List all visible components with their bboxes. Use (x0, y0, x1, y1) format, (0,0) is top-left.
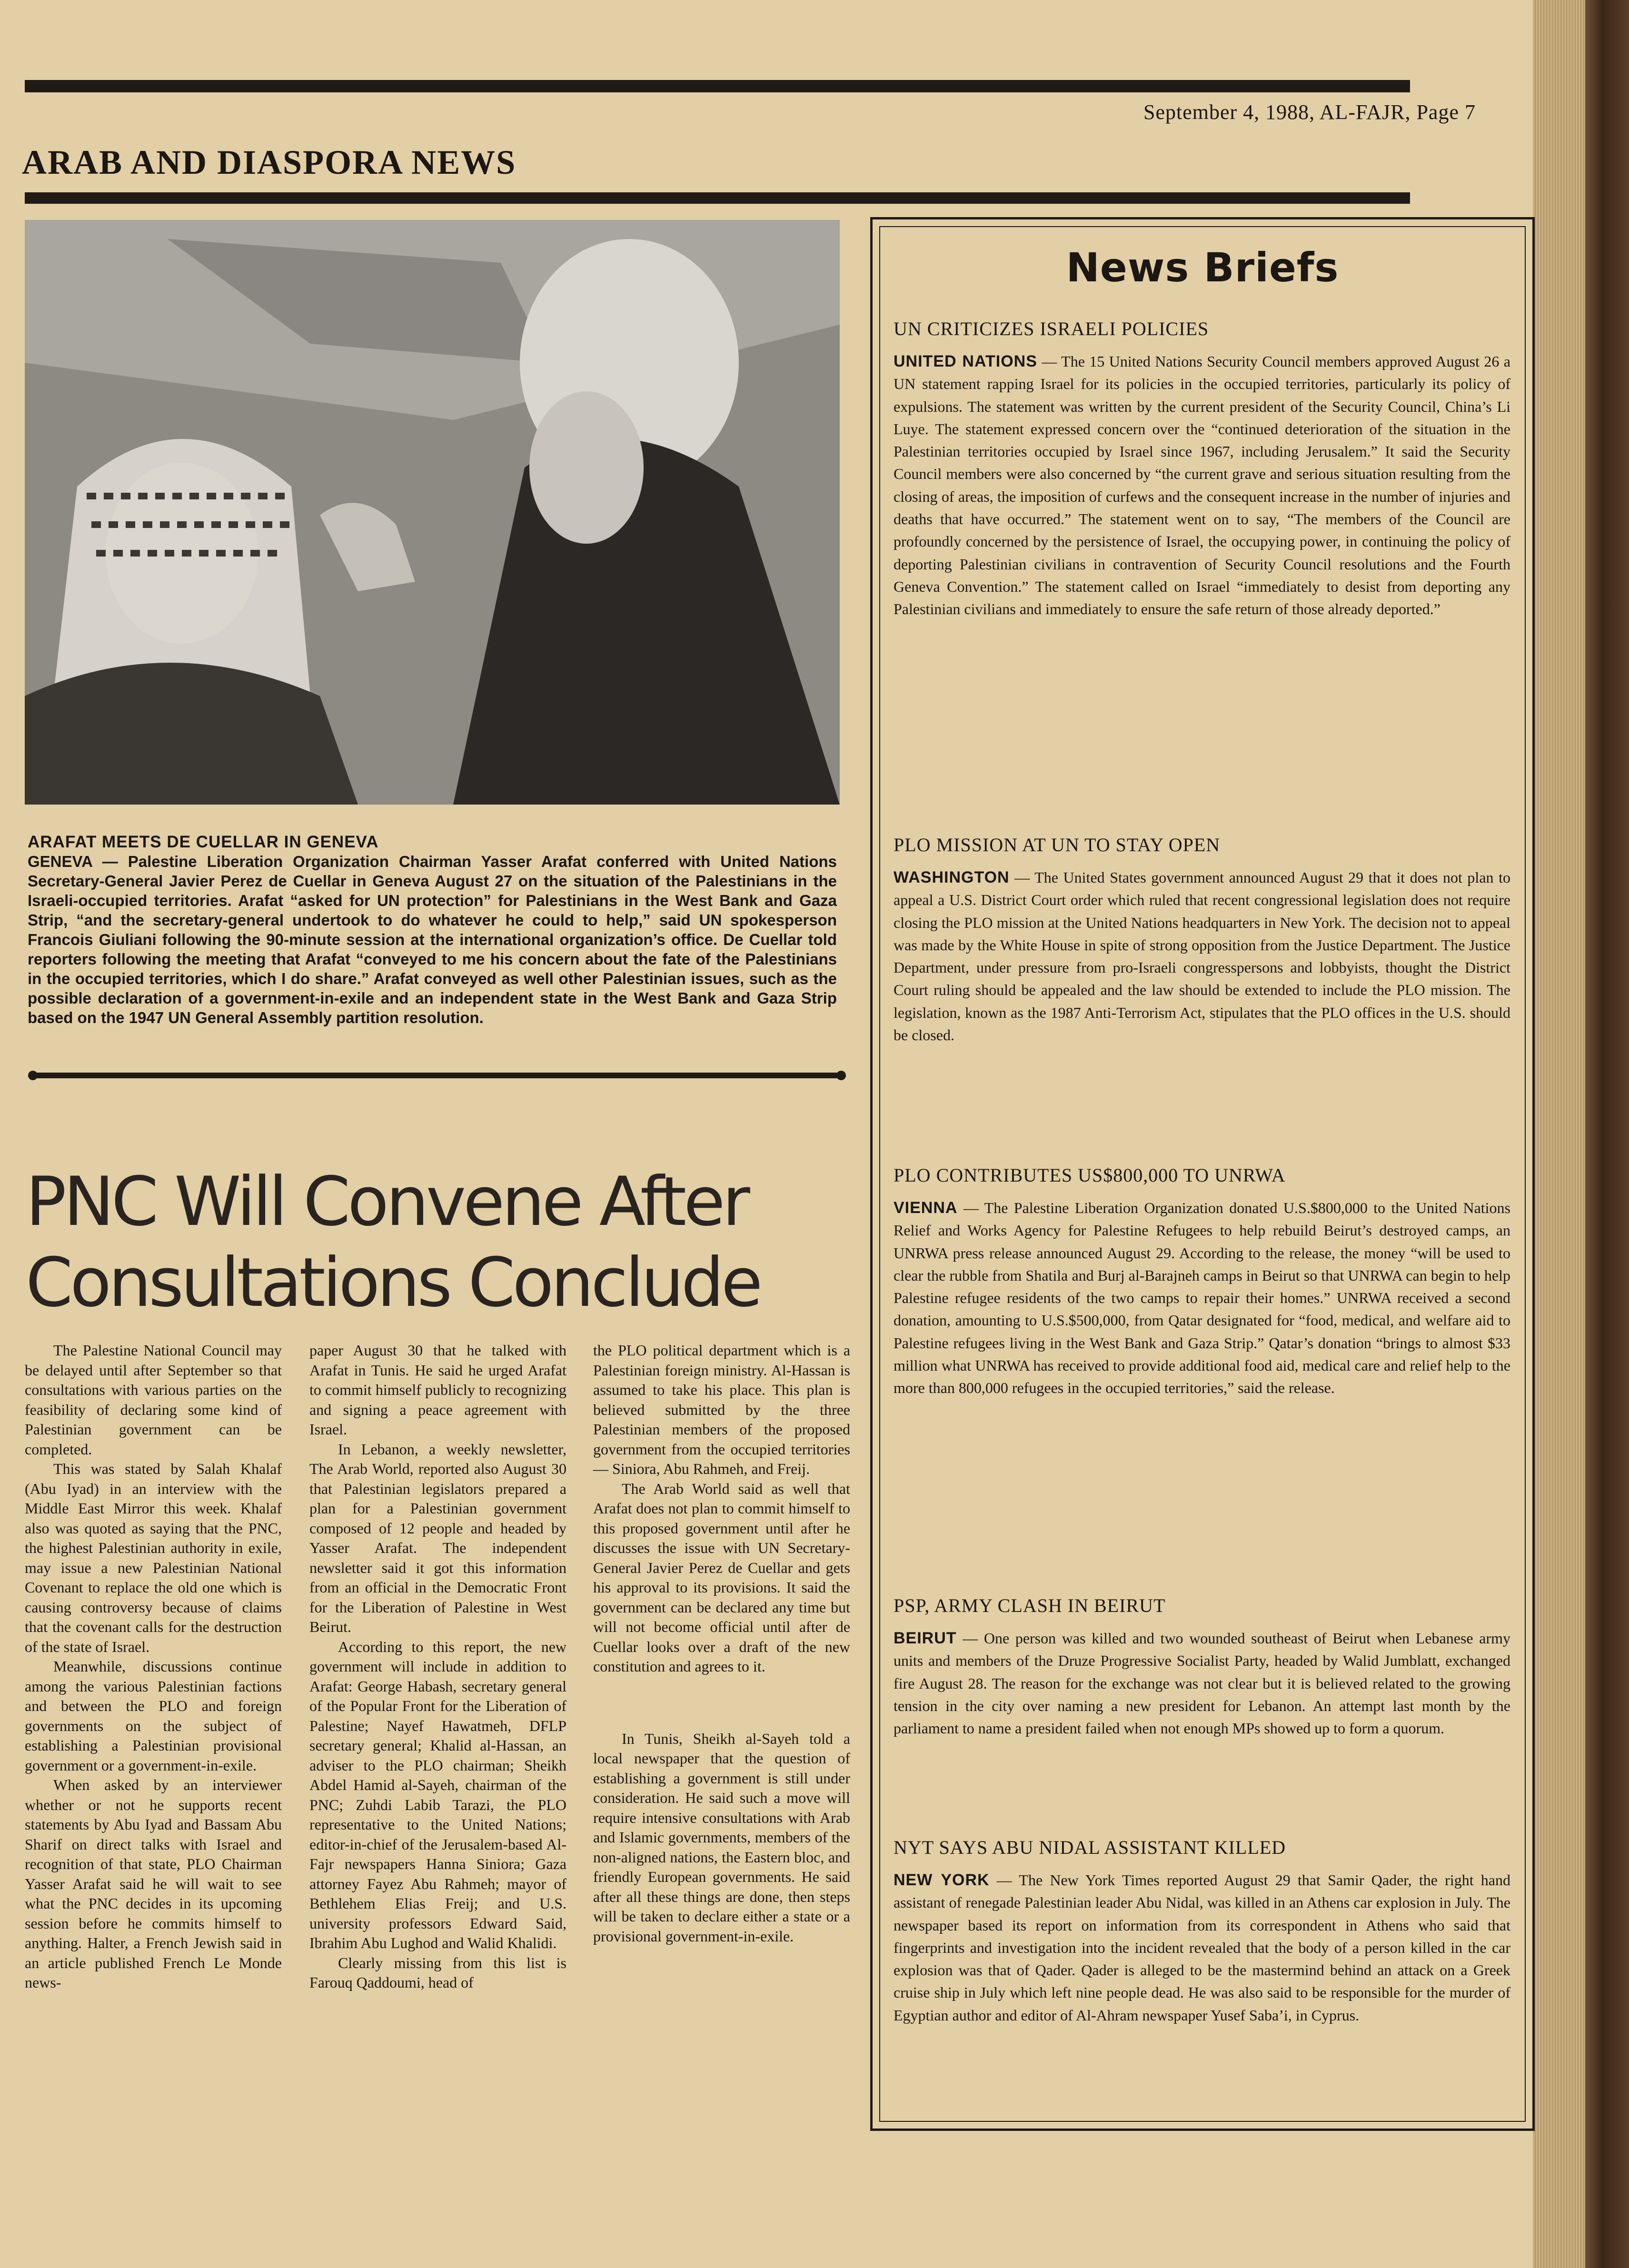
article-column-1 (25, 1341, 282, 1993)
headline-line-2: Consultations Conclude (26, 1243, 760, 1322)
paragraph: Meanwhile, discussions continue among the various Palestinian factions and between the PLO and foreign governments on the subject of establishing a Palestinian provisional government or a government-in-exile. (25, 1658, 282, 1774)
brief-dateline: VIENNA (894, 1199, 958, 1217)
brief-dateline: BEIRUT (894, 1629, 957, 1647)
brief-dateline: NEW YORK (894, 1871, 990, 1889)
brief-item (894, 834, 1510, 1046)
brief-dateline: UNITED NATIONS (894, 352, 1037, 370)
brief-heading: PLO MISSION AT UN TO STAY OPEN (894, 834, 1221, 855)
brief-body: UNITED NATIONS — The 15 United Nations Security Council members approved August 26 a UN statement rapping Israel for its policies in the occupied territories, particularly its policy of expulsions. The statement was written by the current president of the Security Council, China’s Li Luye. The statement expressed concern over the “continued deterioration of the situation in the Palestinian territories occupied by Israel since 1967, including Jerusalem.” It said the Security Council members were also concerned by “the current grave and serious situation resulting from the closing of areas, the imposition of curfews and the consequent increase in the number of injuries and deaths that have occurred.” The statement went on to say, “The members of the Council are profoundly concerned by the persistence of Israel, the occupying power, in continuing the policy of deporting Palestinian civilians in contravention of Security Council resolutions and the Fourth Geneva Convention.” The statement called on Israel “immediately to desist from deporting any Palestinian civilians and immediately to ensure the safe return of those already deported.” (894, 352, 1510, 618)
brief-text: One person was killed and two wounded southeast of Beirut when Lebanese army units and members of the Druze Progressive Socialist Party, headed by Walid Jumblatt, exchanged fire August 28. The reason for the exchange was not clear but it is believed related to the growing tension in the city over naming a new president for Lebanon. An attempt last month by the parliament to name a president failed when not enough MPs showed up to form a quorum. (894, 1630, 1511, 1737)
brief-text: The 15 United Nations Security Council members approved August 26 a UN statement rapping Israel for its policies in the occupied territories, particularly its policy of expulsions. The statement was written by the current president of the Security Council, China’s Li Luye. The statement expressed concern over the “continued deterioration of the situation in the Palestinian territories occupied by Israel since 1967, including Jerusalem.” It said the Security Council members were also concerned by “the current grave and serious situation resulting from the closing of areas, the imposition of curfews and the consequent increase in the number of injuries and deaths that have occurred.” The statement went on to say, “The members of the Council are profoundly concerned by the persistence of Israel, the occupying power, in continuing the policy of deporting Palestinian civilians in contravention of Security Council resolutions and the Fourth Geneva Convention.” The statement called on Israel “immediately to desist from deporting any Palestinian civilians and immediately to ensure the safe return of those already deported.” (894, 353, 1510, 618)
section-title: ARAB AND DIASPORA NEWS (22, 143, 517, 181)
paragraph: In Tunis, Sheikh al-Sayeh told a local newspaper that the question of establishing a government is still under consideration. He said such a move will require intensive consultations with Arab and Islamic governments, members of the non-aligned nations, the Eastern bloc, and friendly European governments. He said after all these things are done, then steps will be taken to declare either a state or a provisional government-in-exile. (593, 1730, 850, 1945)
page-edges (1533, 0, 1585, 2268)
brief-text: The New York Times reported August 29 that Samir Qader, the right hand assistant of renegade Palestinian leader Abu Nidal, was killed in an Athens car explosion in July. The newspaper based its report on information from its correspondent in Athens who said that fingerprints and investigation into the incident revealed that the body of a person killed in the car explosion was that of Qader. Qader is alleged to be the mastermind behind an attack on a Greek cruise ship in July which left nine people dead. He was also said to be responsible for the murder of Egyptian author and editor of Al-Ahram newspaper Yusef Saba’i, in Cyprus. (894, 1871, 1511, 2024)
brief-body: NEW YORK — The New York Times reported August 29 that Samir Qader, the right hand assistant of renegade Palestinian leader Abu Nidal, was killed in an Athens car explosion in July. The newspaper based its report on information from its correspondent in Athens who said that fingerprints and investigation into the incident revealed that the body of a person killed in the car explosion was that of Qader. Qader is alleged to be the mastermind behind an attack on a Greek cruise ship in July which left nine people dead. He was also said to be responsible for the murder of Egyptian author and editor of Al-Ahram newspaper Yusef Saba’i, in Cyprus. (894, 1871, 1511, 2024)
brief-item (894, 1594, 1510, 1740)
brief-heading: NYT SAYS ABU NIDAL ASSISTANT KILLED (894, 1837, 1286, 1858)
photo-illustration (25, 220, 840, 805)
paragraph: The Arab World said as well that Arafat does not plan to commit himself to this proposed government until after he discusses the issue with UN Secretary-General Javier Perez de Cuellar and gets his approval to its provisions. It said the government can be declared any time but will not become official until after de Cuellar looks over a draft of the new constitution and agrees to it. (593, 1480, 850, 1675)
brief-body: BEIRUT — One person was killed and two wounded southeast of Beirut when Lebanese army units and members of the Druze Progressive Socialist Party, headed by Walid Jumblatt, exchanged fire August 28. The reason for the exchange was not clear but it is believed related to the growing tension in the city over naming a new president for Lebanon. An attempt last month by the parliament to name a president failed when not enough MPs showed up to form a quorum. (894, 1629, 1511, 1737)
news-briefs-title: News Briefs (1066, 244, 1339, 291)
brief-heading: PLO CONTRIBUTES US$800,000 TO UNRWA (894, 1164, 1286, 1186)
decorative-rule (28, 1070, 846, 1081)
brief-item (894, 1164, 1510, 1400)
top-rule (25, 80, 1410, 92)
caption-body: GENEVA — Palestine Liberation Organization Chairman Yasser Arafat conferred with United Nations Secretary-General Javier Perez de Cuellar in Geneva August 27 on the situation of the Palestinians in the Israeli-occupied territories. Arafat “asked for UN protection” for Palestinians in the West Bank and Gaza Strip, “and the secretary-general undertook to do whatever he could to help,” said UN spokesperson Francois Giuliani following the 90-minute session at the international organization’s office. De Cuellar told reporters following the meeting that Arafat “conveyed to me his concern about the fate of the Palestinians in the occupied territories, which I do share.” Arafat conveyed as well other Palestinian issues, such as the possible declaration of a government-in-exile and an independent state in the West Bank and Gaza Strip based on the 1947 UN General Assembly partition resolution. (28, 853, 837, 1026)
paragraph: In Lebanon, a weekly newsletter, The Arab World, reported also August 30 that Palestinian legislators prepared a plan for a Palestinian government composed of 12 people and headed by Yasser Arafat. The independent newsletter said it got this information from an official in the Democratic Front for the Liberation of Palestine in West Beirut. (309, 1440, 566, 1635)
brief-text: The Palestine Liberation Organization donated U.S.$800,000 to the United Nations Relief and Works Agency for Palestine Refugees to help rebuild Beirut’s destroyed camps, an UNRWA press release announced August 29. According to the release, the money “will be used to clear the rubble from Shatila and Burj al-Barajneh camps in Beirut so that UNRWA can begin to help Palestine refugee residents of the two camps to repair their homes.” UNRWA received a second donation, amounting to U.S.$500,000, from Qatar designated for “food, medical, and welfare aid to Palestine refugees living in the West Bank and Gaza Strip.” Qatar’s donation “brings to almost $33 million what UNRWA has received to provide additional food aid, medical care and relief help to the more than 800,000 refugees in the occupied territories,” said the release. (894, 1199, 1511, 1397)
headline-line-1: PNC Will Convene After (26, 1163, 747, 1241)
brief-item (894, 1836, 1510, 2027)
section-rule (25, 192, 1410, 204)
paragraph: The Palestine National Council may be delayed until after September so that consultations with various parties on the feasibility of declaring some kind of Palestinian government can be completed. (25, 1342, 282, 1458)
brief-body: VIENNA — The Palestine Liberation Organization donated U.S.$800,000 to the United Nations Relief and Works Agency for Palestine Refugees to help rebuild Beirut’s destroyed camps, an UNRWA press release announced August 29. According to the release, the money “will be used to clear the rubble from Shatila and Burj al-Barajneh camps in Beirut so that UNRWA can begin to help Palestine refugee residents of the two camps to repair their homes.” UNRWA received a second donation, amounting to U.S.$500,000, from Qatar designated for “food, medical, and welfare aid to Palestine refugees living in the West Bank and Gaza Strip.” Qatar’s donation “brings to almost $33 million what UNRWA has received to provide additional food aid, medical care and relief help to the more than 800,000 refugees in the occupied territories,” said the release. (894, 1199, 1511, 1397)
paragraph: paper August 30 that he talked with Arafat in Tunis. He said he urged Arafat to commit himself publicly to recognizing and signing a peace agreement with Israel. (309, 1342, 566, 1438)
paragraph: According to this report, the new government will include in addition to Arafat: George Habash, secretary general of the Popular Front for the Liberation of Palestine; Nayef Hawatmeh, DFLP secretary general; Khalid al-Hassan, an adviser to the PLO chairman; Sheikh Abdel Hamid al-Sayeh, chairman of the PNC; Zuhdi Labib Tarazi, the PLO representative to the United Nations; editor-in-chief of the Jerusalem-based Al-Fajr newspapers Hanna Siniora; Gaza attorney Fayez Abu Rahmeh; mayor of Bethlehem Elias Freij; and U.S. university professors Edward Said, Ibrahim Abu Lughod and Walid Khalidi. (309, 1638, 566, 1951)
caption-text: Palestine Liberation Organization Chairman Yasser Arafat conferred with United Nations Secretary-General Javier Perez de Cuellar in Geneva August 27 on the situation of the Palestinians in the Israeli-occupied territories. Arafat “asked for UN protection” for Palestinians in the West Bank and Gaza Strip, “and the secretary-general undertook to do whatever he could to help,” said UN spokesperson Francois Giuliani following the 90-minute session at the international organization’s office. De Cuellar told reporters following the meeting that Arafat “conveyed to me his concern about the fate of the Palestinians in the occupied territories, which I do share.” Arafat conveyed as well other Palestinian issues, such as the possible declaration of a government-in-exile and an independent state in the West Bank and Gaza Strip based on the 1947 UN General Assembly partition resolution. (28, 853, 837, 1026)
caption-title: ARAFAT MEETS DE CUELLAR IN GENEVA (28, 833, 379, 851)
caption-dateline: GENEVA (28, 853, 92, 870)
article-headline (26, 1162, 835, 1323)
book-binding (1585, 0, 1629, 2268)
paragraph: When asked by an interviewer whether or not he supports recent statements by Abu Iyad and Bassam Abu Sharif on direct talks with Israel and recognition of that state, PLO Chairman Yasser Arafat said he will wait to see what the PNC decides in its upcoming session before he commits himself to anything. Halter, a French Jewish said in an article published French Le Monde news- (25, 1776, 282, 1991)
article-column-3 (593, 1341, 850, 1946)
photo-caption (28, 832, 837, 1027)
brief-text: The United States government announced August 29 that it does not plan to appeal a U.S. District Court order which ruled that recent congressional legislation does not require closing the PLO mission at the United Nations headquarters in New York. The decision not to appeal was made by the White House in spite of strong opposition from the Justice Department. The Justice Department, under pressure from pro-Israeli congresspersons and lobbyists, thought the District Court ruling should be appealed and the law should be extended to include the PLO mission. The legislation, known as the 1987 Anti-Terrorism Act, stipulates that the PLO offices in the U.S. should be closed. (894, 869, 1511, 1044)
paragraph: the PLO political department which is a Palestinian foreign ministry. Al-Hassan is assumed to take his place. This plan is believed submitted by the three Palestinian members of the proposed government from the occupied territories — Siniora, Abu Rahmeh, and Freij. (593, 1342, 850, 1477)
date-line: September 4, 1988, AL-FAJR, Page 7 (1143, 100, 1476, 124)
brief-body: WASHINGTON — The United States government announced August 29 that it does not plan to appeal a U.S. District Court order which ruled that recent congressional legislation does not require closing the PLO mission at the United Nations headquarters in New York. The decision not to appeal was made by the White House in spite of strong opposition from the Justice Department. The Justice Department, under pressure from pro-Israeli congresspersons and lobbyists, thought the District Court ruling should be appealed and the law should be extended to include the PLO mission. The legislation, known as the 1987 Anti-Terrorism Act, stipulates that the PLO offices in the U.S. should be closed. (894, 868, 1511, 1044)
brief-heading: UN CRITICIZES ISRAELI POLICIES (894, 318, 1209, 339)
photo-arafat-de-cuellar (25, 220, 840, 805)
brief-heading: PSP, ARMY CLASH IN BEIRUT (894, 1595, 1166, 1616)
paragraph: This was stated by Salah Khalaf (Abu Iyad) in an interview with the Middle East Mirror this week. Khalaf also was quoted as saying that the PNC, the highest Palestinian authority in exile, may issue a new Palestinian National Covenant to replace the old one which is causing controversy because of claims that the covenant calls for the destruction of the state of Israel. (25, 1460, 282, 1655)
news-briefs-box (870, 217, 1535, 2131)
paragraph: Clearly missing from this list is Farouq Qaddoumi, head of (309, 1954, 566, 1991)
article-column-2 (309, 1341, 566, 1993)
brief-dateline: WASHINGTON (894, 868, 1010, 886)
brief-item (894, 318, 1510, 621)
